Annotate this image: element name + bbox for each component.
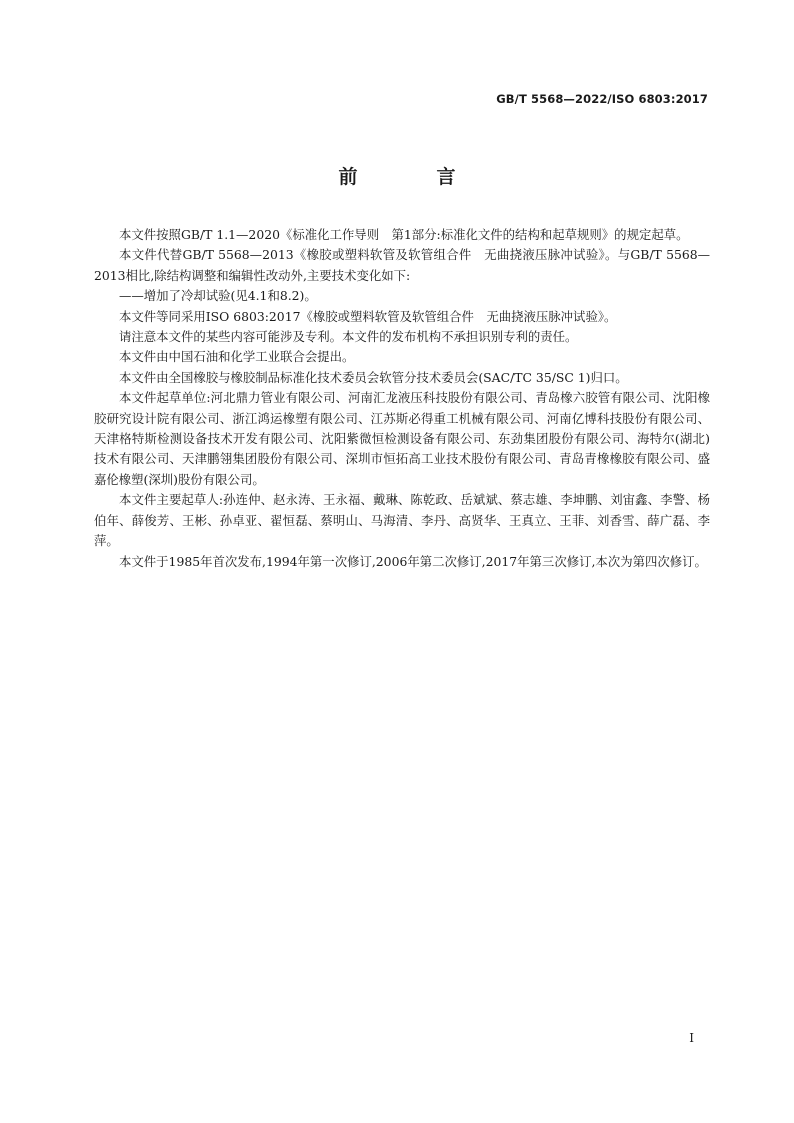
paragraph-drafting-rules: 本文件按照GB/T 1.1—2020《标准化工作导则 第1部分:标准化文件的结构和起草规则》的规定起草。 bbox=[119, 227, 689, 242]
page-number: I bbox=[689, 1031, 694, 1045]
paragraph-revision-history: 本文件于1985年首次发布,1994年第一次修订,2006年第二次修订,2017年第三次修订,本次为第四次修订。 bbox=[119, 553, 707, 569]
paragraph-drafting-organizations: 本文件起草单位:河北鼎力管业有限公司、河南汇龙液压科技股份有限公司、青岛橡六胶管有限公司、沈阳橡胶研究设计院有限公司、浙江鸿运橡塑有限公司、江苏斯必得重工机械有限公司、河南亿博科技股份有限公司、天津格特斯检测设备技术开发有限公司、沈阳紫微恒检测设备有限公司、东劲集团股份有限公司、海特尔(湖北)技术有限公司、天津鹏翎集团股份有限公司、深圳市恒拓高工业技术股份有限公司、青岛青橡橡胶有限公司、盛嘉伦橡塑(深圳)股份有限公司。 bbox=[94, 390, 710, 487]
paragraph-proposer: 本文件由中国石油和化学工业联合会提出。 bbox=[119, 349, 355, 365]
paragraph-replaces: 本文件代替GB/T 5568—2013《橡胶或塑料软管及软管组合件 无曲挠液压脉冲试验》。与GB/T 5568—2013相比,除结构调整和编辑性改动外,主要技术变化如下: bbox=[94, 247, 710, 283]
paragraph-technical-committee: 本文件由全国橡胶与橡胶制品标准化技术委员会软管分技术委员会(SAC/TC 35/SC 1)归口。 bbox=[119, 369, 628, 385]
paragraph-drafters: 本文件主要起草人:孙连仲、赵永涛、王永福、戴琳、陈乾政、岳斌斌、蔡志雄、李坤鹏、刘宙鑫、李警、杨伯年、薛俊芳、王彬、孙卓亚、翟恒磊、蔡明山、马海清、李丹、高贤华、王真立、王菲、刘香雪、薛广磊、李萍。 bbox=[94, 492, 710, 549]
standard-number-header: GB/T 5568—2022/ISO 6803:2017 bbox=[496, 92, 708, 106]
paragraph-patent-notice: 请注意本文件的某些内容可能涉及专利。本文件的发布机构不承担识别专利的责任。 bbox=[119, 329, 578, 345]
paragraph-change-item: ——增加了冷却试验(见4.1和8.2)。 bbox=[119, 288, 317, 304]
paragraph-iso-adoption: 本文件等同采用ISO 6803:2017《橡胶或塑料软管及软管组合件 无曲挠液压脉冲试验》。 bbox=[119, 308, 617, 324]
page-title: 前 言 bbox=[338, 166, 486, 188]
foreword-body bbox=[94, 225, 710, 572]
